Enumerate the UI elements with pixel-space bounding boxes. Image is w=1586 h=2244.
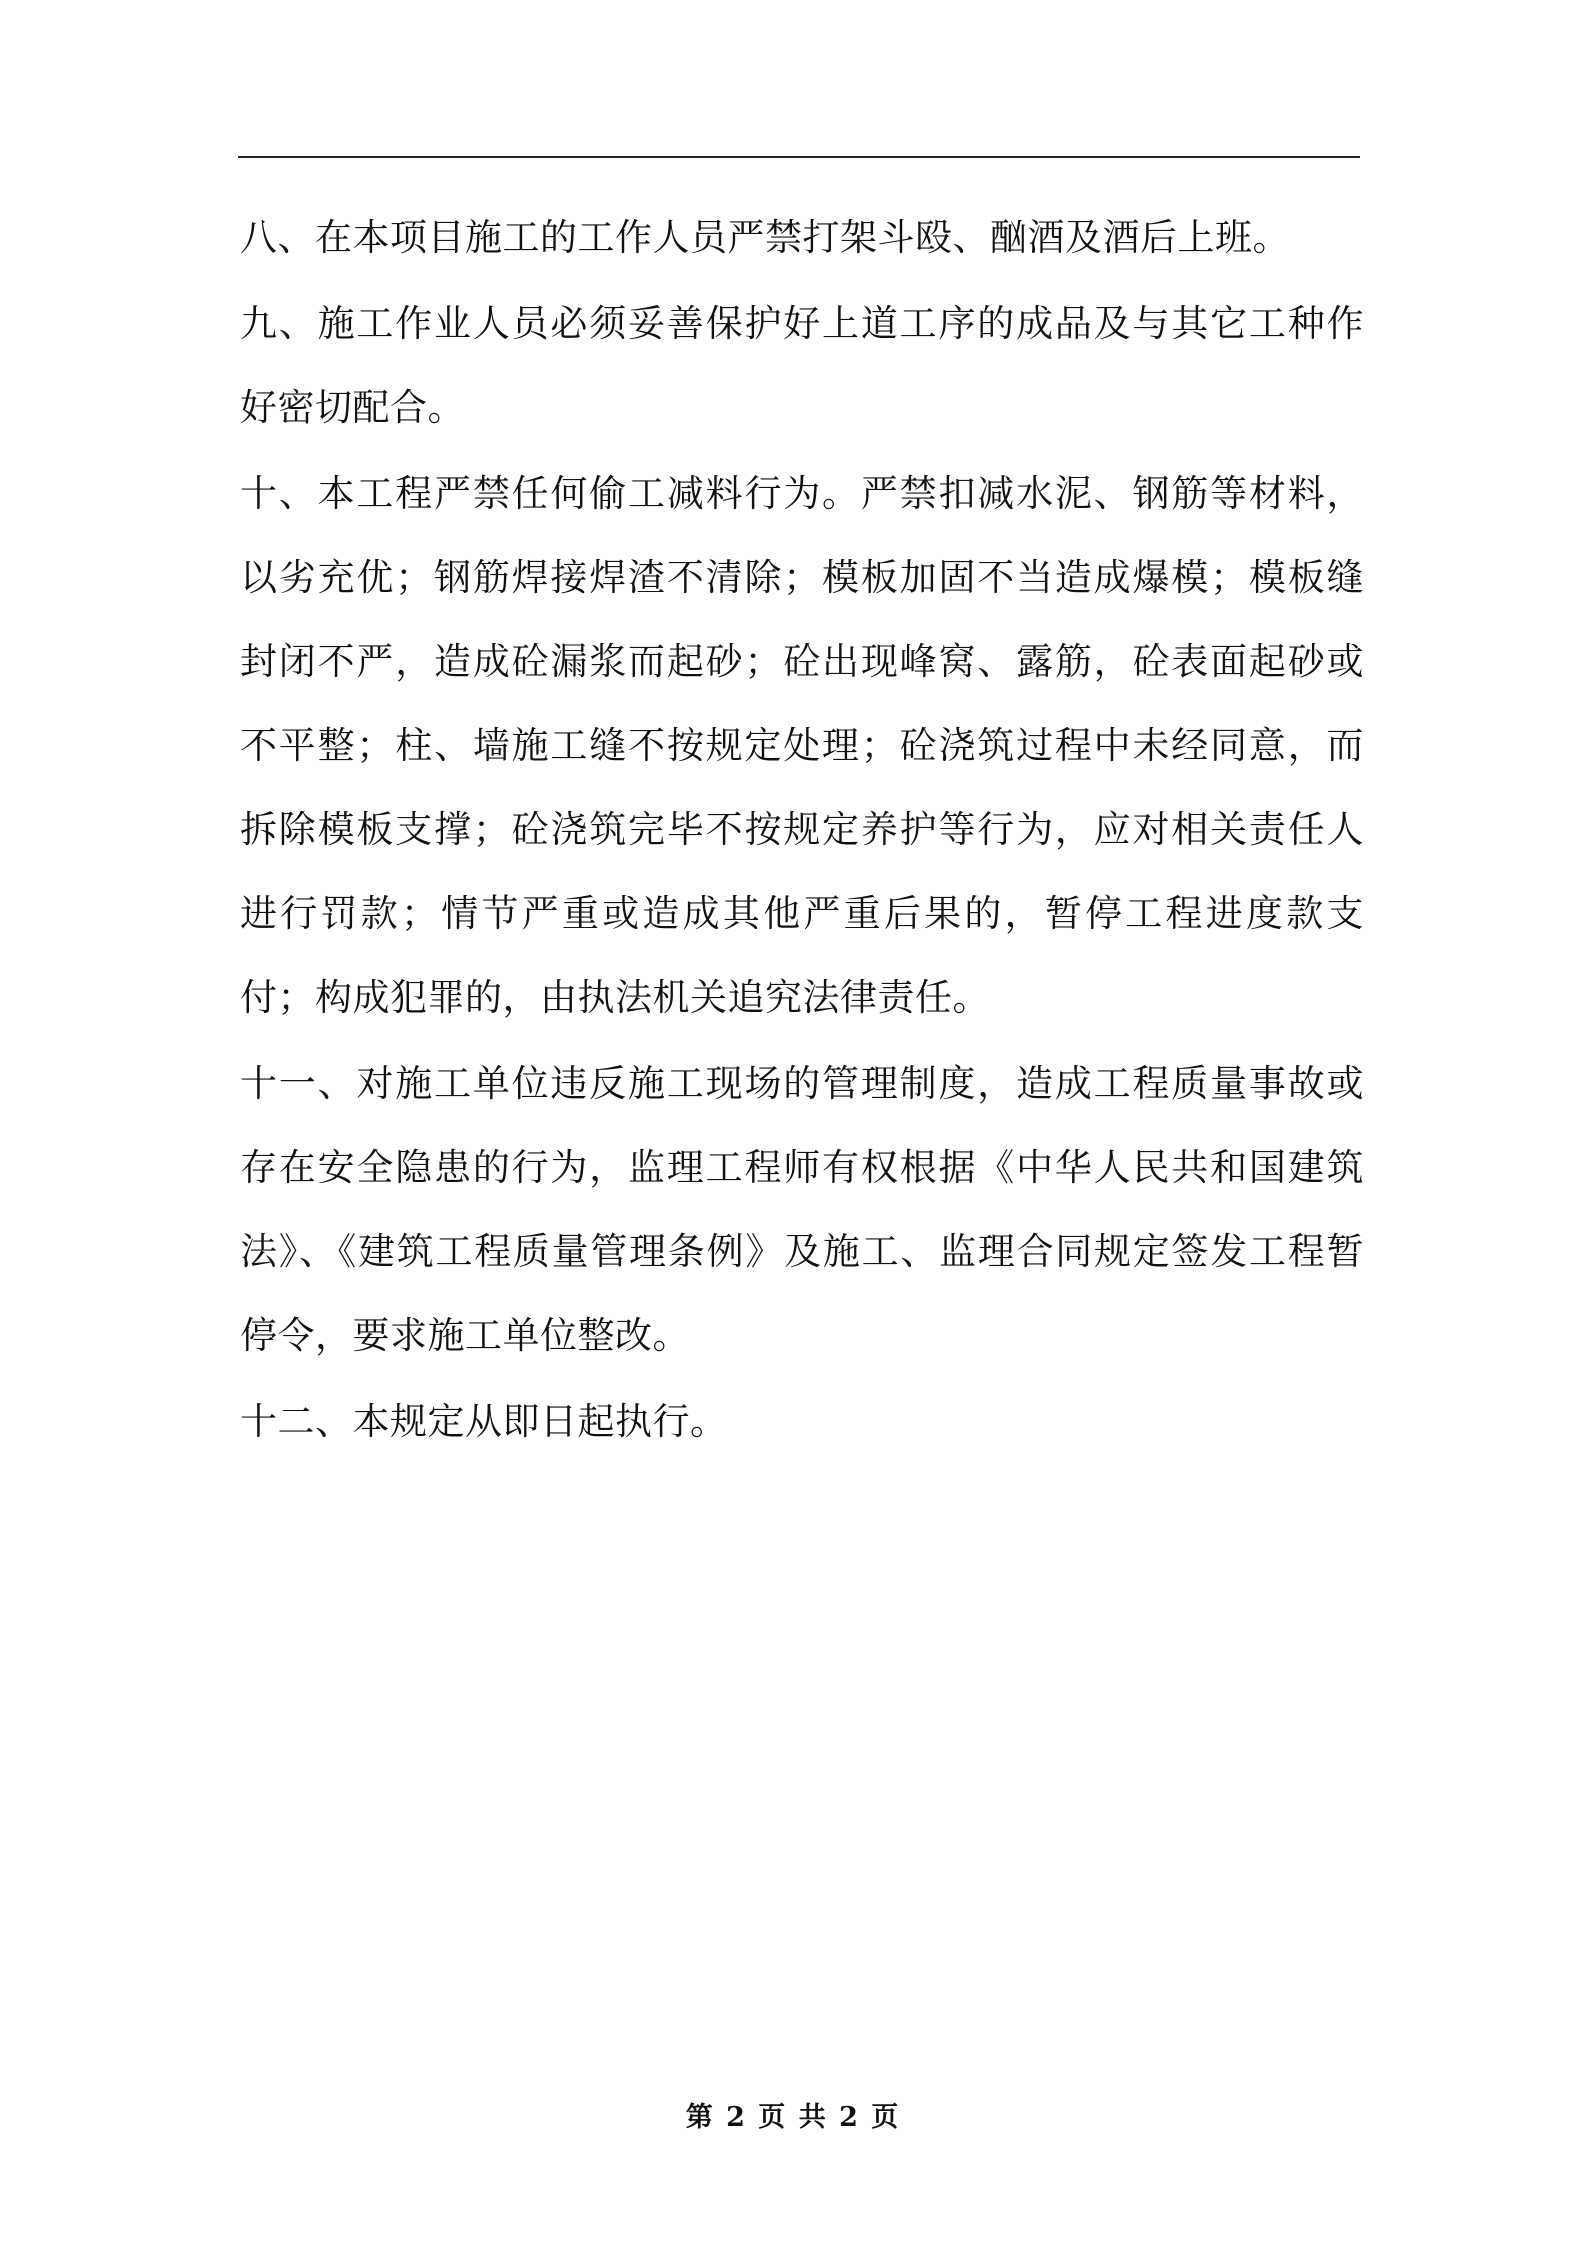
document-body: [240, 196, 1364, 1466]
clause-12: 十二、本规定从即日起执行。: [240, 1400, 728, 1443]
header-rule: [238, 156, 1360, 158]
page-number: 第 2 页 共 2 页: [685, 2102, 901, 2133]
clause-8: 八、在本项目施工的工作人员严禁打架斗殴、酗酒及酒后上班。: [240, 216, 1290, 259]
clause-9: 九、施工作业人员必须妥善保护好上道工序的成品及与其它工种作好密切配合。: [240, 302, 1364, 429]
clause-11: 十一、对施工单位违反施工现场的管理制度，造成工程质量事故或存在安全隐患的行为，监理工程师有权根据《中华人民共和国建筑法》、《建筑工程质量管理条例》及施工、监理合同规定签发工程暂停令，要求施工单位整改。: [240, 1062, 1364, 1357]
clause-10: 十、本工程严禁任何偷工减料行为。严禁扣减水泥、钢筋等材料，以劣充优；钢筋焊接焊渣不清除；模板加固不当造成爆模；模板缝封闭不严，造成砼漏浆而起砂；砼出现峰窝、露筋，砼表面起砂或不平整；柱、墙施工缝不按规定处理；砼浇筑过程中未经同意，而拆除模板支撑；砼浇筑完毕不按规定养护等行为，应对相关责任人进行罚款；情节严重或造成其他严重后果的，暂停工程进度款支付；构成犯罪的，由执法机关追究法律责任。: [240, 472, 1364, 1019]
